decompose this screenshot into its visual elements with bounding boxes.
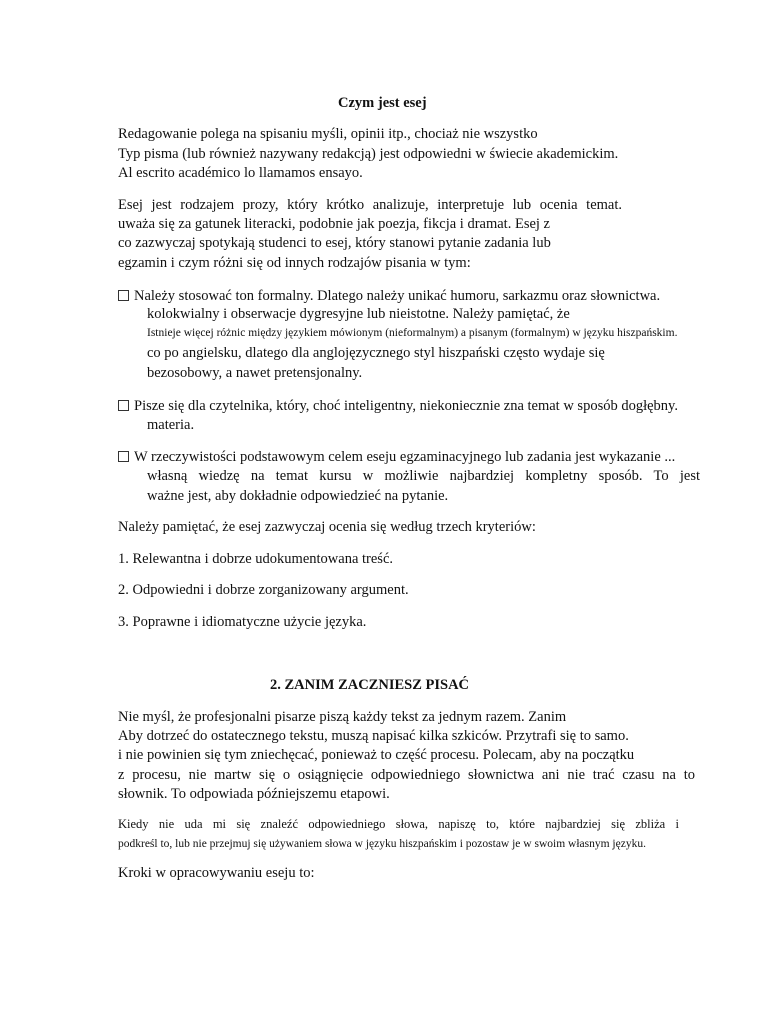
criteria-item: 2. Odpowiedni i dobrze zorganizowany argument.	[118, 582, 409, 598]
paragraph-line: Kroki w opracowywaniu eseju to:	[118, 865, 315, 881]
bullet-box-icon	[118, 400, 129, 411]
paragraph-line: egzamin i czym różni się od innych rodzajów pisania w tym:	[118, 255, 471, 271]
paragraph-line: Kiedy nie uda mi się znaleźć odpowiedniego słowa, napiszę to, które najbardziej się zbliża i	[118, 817, 679, 831]
paragraph-line: Należy pamiętać, że esej zazwyczaj ocenia się według trzech kryteriów:	[118, 519, 536, 535]
bullet-continuation: Istnieje więcej różnic między językiem mówionym (nieformalnym) a pisanym (formalnym) w języku hiszpańskim.	[147, 327, 678, 339]
bullet-continuation: ważne jest, aby dokładnie odpowiedzieć na pytanie.	[147, 488, 449, 504]
paragraph-line: z procesu, nie martw się o osiągnięcie odpowiedniego słownictwa ani nie trać czasu na to	[118, 767, 695, 783]
paragraph-line: Al escrito académico lo llamamos ensayo.	[118, 165, 363, 181]
paragraph-line: Aby dotrzeć do ostatecznego tekstu, muszą napisać kilka szkiców. Przytrafi się to samo.	[118, 728, 629, 744]
bullet-text: W rzeczywistości podstawowym celem eseju egzaminacyjnego lub zadania jest wykazanie ...	[134, 449, 676, 465]
bullet-continuation: bezosobowy, a nawet pretensjonalny.	[147, 365, 363, 381]
paragraph-line: co zazwyczaj spotykają studenci to esej, który stanowi pytanie zadania lub	[118, 235, 551, 251]
bullet-text: Pisze się dla czytelnika, który, choć inteligentny, niekoniecznie zna temat w sposób dogłębny.	[134, 398, 678, 414]
bullet-box-icon	[118, 290, 129, 301]
paragraph-line: Redagowanie polega na spisaniu myśli, opinii itp., chociaż nie wszystko	[118, 126, 538, 142]
bullet-continuation: własną wiedzę na temat kursu w możliwie najbardziej kompletny sposób. To jest	[147, 468, 700, 484]
paragraph-line: Esej jest rodzajem prozy, który krótko analizuje, interpretuje lub ocenia temat.	[118, 197, 622, 213]
criteria-item: 1. Relewantna i dobrze udokumentowana treść.	[118, 551, 394, 567]
section-title: Czym jest esej	[338, 95, 427, 111]
paragraph-line: Nie myśl, że profesjonalni pisarze piszą każdy tekst za jednym razem. Zanim	[118, 709, 567, 725]
bullet-continuation: kolokwialny i obserwacje dygresyjne lub nieistotne. Należy pamiętać, że	[147, 306, 570, 322]
paragraph-line: słownik. To odpowiada późniejszemu etapowi.	[118, 786, 390, 802]
bullet-continuation: co po angielsku, dlatego dla anglojęzycznego styl hiszpański często wydaje się	[147, 345, 605, 361]
bullet-text: Należy stosować ton formalny. Dlatego należy unikać humoru, sarkazmu oraz słownictwa.	[134, 288, 661, 304]
paragraph-line: Typ pisma (lub również nazywany redakcją) jest odpowiedni w świecie akademickim.	[118, 146, 619, 162]
bullet-item	[118, 287, 660, 306]
bullet-item	[118, 448, 675, 467]
bullet-item	[118, 397, 678, 416]
criteria-item: 3. Poprawne i idiomatyczne użycie języka.	[118, 614, 367, 630]
paragraph-line: uważa się za gatunek literacki, podobnie jak poezja, fikcja i dramat. Esej z	[118, 216, 550, 232]
paragraph-line: podkreśl to, lub nie przejmuj się używaniem słowa w języku hiszpańskim i pozostaw je w swoim własnym języku.	[118, 838, 646, 850]
bullet-continuation: materia.	[147, 417, 195, 433]
paragraph-line: i nie powinien się tym zniechęcać, ponieważ to część procesu. Polecam, aby na początku	[118, 747, 635, 763]
section-title: 2. ZANIM ZACZNIESZ PISAĆ	[270, 677, 470, 693]
bullet-box-icon	[118, 451, 129, 462]
